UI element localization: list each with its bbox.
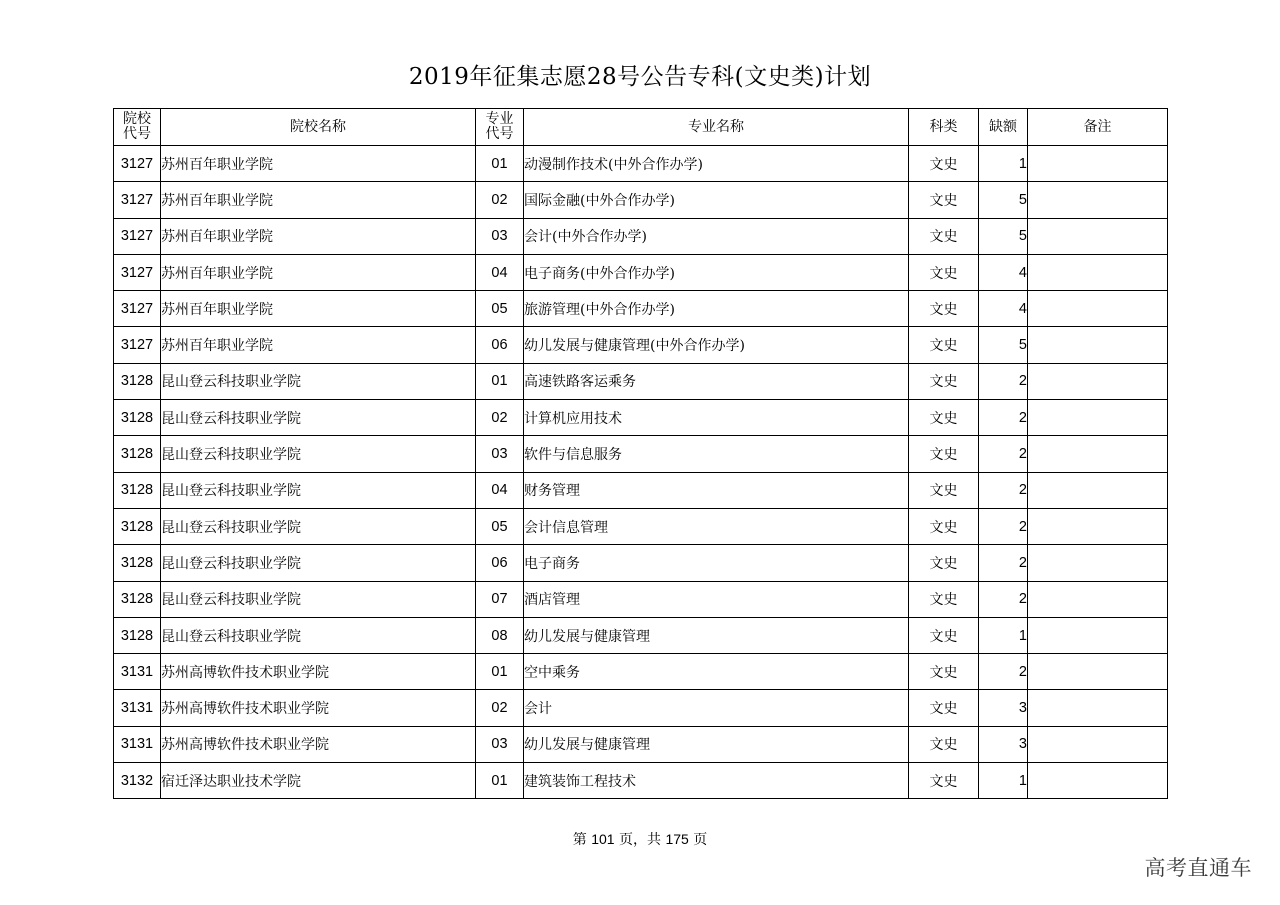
cell-school-code: 3131 [114, 654, 161, 690]
cell-category: 文史 [909, 327, 979, 363]
cell-remark [1028, 581, 1168, 617]
cell-major-code: 06 [476, 327, 524, 363]
cell-major-code: 06 [476, 545, 524, 581]
table-row [114, 182, 1168, 218]
table-row [114, 472, 1168, 508]
cell-category: 文史 [909, 690, 979, 726]
cell-remark [1028, 436, 1168, 472]
cell-category: 文史 [909, 617, 979, 653]
cell-category: 文史 [909, 146, 979, 182]
table-row [114, 726, 1168, 762]
cell-school-code: 3127 [114, 291, 161, 327]
cell-school-name: 苏州高博软件技术职业学院 [161, 690, 476, 726]
cell-major-name: 空中乘务 [524, 654, 909, 690]
cell-major-code: 02 [476, 690, 524, 726]
admission-plan-table [113, 108, 1168, 799]
cell-major-name: 幼儿发展与健康管理 [524, 726, 909, 762]
table-row [114, 654, 1168, 690]
header-remark: 备注 [1028, 109, 1168, 146]
cell-school-name: 苏州百年职业学院 [161, 146, 476, 182]
cell-remark [1028, 545, 1168, 581]
table-row [114, 690, 1168, 726]
cell-major-code: 08 [476, 617, 524, 653]
cell-school-code: 3128 [114, 400, 161, 436]
cell-major-code: 02 [476, 400, 524, 436]
cell-vacancy: 3 [979, 726, 1028, 762]
cell-remark [1028, 327, 1168, 363]
cell-major-code: 04 [476, 472, 524, 508]
cell-vacancy: 4 [979, 291, 1028, 327]
cell-category: 文史 [909, 182, 979, 218]
cell-school-name: 苏州高博软件技术职业学院 [161, 654, 476, 690]
table-header-row [114, 109, 1168, 146]
cell-school-name: 宿迁泽达职业技术学院 [161, 763, 476, 799]
cell-school-name: 昆山登云科技职业学院 [161, 400, 476, 436]
cell-remark [1028, 363, 1168, 399]
cell-remark [1028, 472, 1168, 508]
header-category: 科类 [909, 109, 979, 146]
cell-major-name: 幼儿发展与健康管理(中外合作办学) [524, 327, 909, 363]
table-row [114, 146, 1168, 182]
cell-school-code: 3128 [114, 581, 161, 617]
cell-major-name: 会计 [524, 690, 909, 726]
cell-major-code: 01 [476, 146, 524, 182]
cell-school-name: 苏州高博软件技术职业学院 [161, 726, 476, 762]
cell-school-code: 3131 [114, 690, 161, 726]
cell-vacancy: 4 [979, 254, 1028, 290]
cell-major-code: 03 [476, 218, 524, 254]
cell-school-code: 3128 [114, 436, 161, 472]
cell-major-name: 电子商务 [524, 545, 909, 581]
header-major-code: 专业代号 [476, 109, 524, 146]
cell-vacancy: 2 [979, 545, 1028, 581]
table-row [114, 508, 1168, 544]
cell-remark [1028, 690, 1168, 726]
cell-school-name: 昆山登云科技职业学院 [161, 436, 476, 472]
cell-remark [1028, 182, 1168, 218]
cell-remark [1028, 617, 1168, 653]
cell-major-name: 软件与信息服务 [524, 436, 909, 472]
header-vacancy: 缺额 [979, 109, 1028, 146]
cell-school-code: 3127 [114, 254, 161, 290]
cell-vacancy: 5 [979, 182, 1028, 218]
footer-prefix: 第 [572, 832, 587, 848]
table-row [114, 291, 1168, 327]
cell-school-name: 苏州百年职业学院 [161, 254, 476, 290]
cell-category: 文史 [909, 545, 979, 581]
cell-remark [1028, 291, 1168, 327]
header-major-name: 专业名称 [524, 109, 909, 146]
cell-major-code: 01 [476, 654, 524, 690]
cell-remark [1028, 254, 1168, 290]
cell-vacancy: 3 [979, 690, 1028, 726]
table-body [114, 146, 1168, 799]
header-school-code: 院校代号 [114, 109, 161, 146]
cell-category: 文史 [909, 763, 979, 799]
table-row [114, 254, 1168, 290]
table-row [114, 436, 1168, 472]
cell-vacancy: 2 [979, 654, 1028, 690]
table-row [114, 400, 1168, 436]
cell-remark [1028, 726, 1168, 762]
table-row [114, 363, 1168, 399]
footer-total-pages: 175 [665, 831, 689, 847]
cell-vacancy: 2 [979, 581, 1028, 617]
cell-category: 文史 [909, 400, 979, 436]
cell-school-code: 3131 [114, 726, 161, 762]
cell-major-name: 动漫制作技术(中外合作办学) [524, 146, 909, 182]
cell-major-code: 03 [476, 726, 524, 762]
cell-school-code: 3127 [114, 218, 161, 254]
cell-school-name: 苏州百年职业学院 [161, 182, 476, 218]
cell-vacancy: 2 [979, 508, 1028, 544]
table-row [114, 581, 1168, 617]
cell-major-name: 酒店管理 [524, 581, 909, 617]
cell-vacancy: 1 [979, 617, 1028, 653]
cell-category: 文史 [909, 291, 979, 327]
cell-category: 文史 [909, 254, 979, 290]
footer-page-number: 101 [591, 831, 615, 847]
cell-school-code: 3127 [114, 182, 161, 218]
cell-remark [1028, 508, 1168, 544]
cell-category: 文史 [909, 581, 979, 617]
cell-category: 文史 [909, 436, 979, 472]
footer-middle: 页，共 [619, 832, 661, 848]
cell-major-name: 计算机应用技术 [524, 400, 909, 436]
cell-remark [1028, 400, 1168, 436]
table-row [114, 763, 1168, 799]
cell-school-name: 苏州百年职业学院 [161, 327, 476, 363]
cell-remark [1028, 146, 1168, 182]
cell-school-code: 3128 [114, 363, 161, 399]
cell-major-name: 会计信息管理 [524, 508, 909, 544]
cell-major-code: 05 [476, 291, 524, 327]
watermark-text: 高考直通车 [1144, 856, 1252, 880]
cell-category: 文史 [909, 654, 979, 690]
cell-school-name: 昆山登云科技职业学院 [161, 545, 476, 581]
cell-major-name: 旅游管理(中外合作办学) [524, 291, 909, 327]
cell-major-name: 电子商务(中外合作办学) [524, 254, 909, 290]
header-school-name: 院校名称 [161, 109, 476, 146]
cell-major-name: 建筑装饰工程技术 [524, 763, 909, 799]
cell-school-code: 3132 [114, 763, 161, 799]
cell-vacancy: 2 [979, 400, 1028, 436]
cell-vacancy: 5 [979, 218, 1028, 254]
cell-school-code: 3128 [114, 472, 161, 508]
table-row [114, 545, 1168, 581]
cell-vacancy: 2 [979, 472, 1028, 508]
table-row [114, 218, 1168, 254]
cell-school-name: 昆山登云科技职业学院 [161, 472, 476, 508]
cell-school-code: 3128 [114, 508, 161, 544]
table-row [114, 617, 1168, 653]
cell-major-name: 幼儿发展与健康管理 [524, 617, 909, 653]
footer-suffix: 页 [693, 832, 708, 848]
page-footer [0, 829, 1280, 849]
cell-school-name: 昆山登云科技职业学院 [161, 363, 476, 399]
cell-major-code: 03 [476, 436, 524, 472]
cell-vacancy: 1 [979, 763, 1028, 799]
cell-school-name: 昆山登云科技职业学院 [161, 508, 476, 544]
table-row [114, 327, 1168, 363]
cell-school-code: 3127 [114, 146, 161, 182]
cell-school-name: 苏州百年职业学院 [161, 291, 476, 327]
cell-major-code: 05 [476, 508, 524, 544]
cell-vacancy: 2 [979, 363, 1028, 399]
cell-major-code: 04 [476, 254, 524, 290]
cell-school-name: 昆山登云科技职业学院 [161, 617, 476, 653]
cell-major-code: 02 [476, 182, 524, 218]
cell-major-code: 01 [476, 763, 524, 799]
cell-category: 文史 [909, 472, 979, 508]
document-title: 2019年征集志愿28号公告专科(文史类)计划 [408, 64, 872, 90]
cell-category: 文史 [909, 726, 979, 762]
cell-remark [1028, 218, 1168, 254]
cell-remark [1028, 763, 1168, 799]
cell-category: 文史 [909, 363, 979, 399]
cell-major-name: 会计(中外合作办学) [524, 218, 909, 254]
cell-major-name: 高速铁路客运乘务 [524, 363, 909, 399]
cell-school-code: 3128 [114, 617, 161, 653]
cell-vacancy: 2 [979, 436, 1028, 472]
cell-category: 文史 [909, 508, 979, 544]
cell-major-code: 01 [476, 363, 524, 399]
cell-vacancy: 1 [979, 146, 1028, 182]
cell-major-name: 国际金融(中外合作办学) [524, 182, 909, 218]
cell-school-code: 3128 [114, 545, 161, 581]
cell-category: 文史 [909, 218, 979, 254]
cell-major-code: 07 [476, 581, 524, 617]
cell-vacancy: 5 [979, 327, 1028, 363]
cell-remark [1028, 654, 1168, 690]
cell-school-name: 苏州百年职业学院 [161, 218, 476, 254]
cell-school-code: 3127 [114, 327, 161, 363]
cell-school-name: 昆山登云科技职业学院 [161, 581, 476, 617]
cell-major-name: 财务管理 [524, 472, 909, 508]
